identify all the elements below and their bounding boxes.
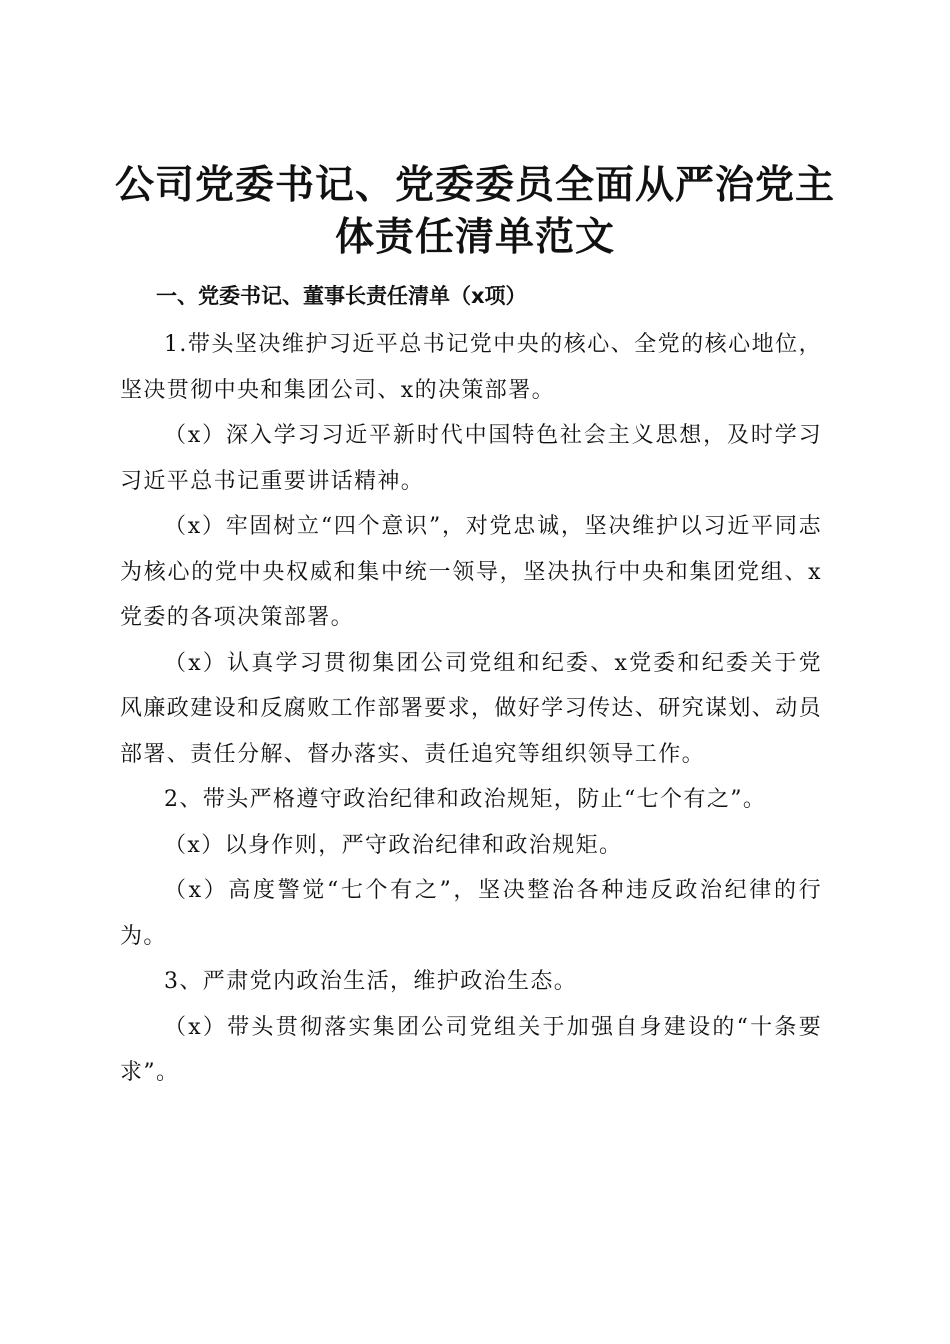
paragraph: （x）以身作则，严守政治纪律和政治规矩。 [164,832,623,858]
paragraph: （x）带头贯彻落实集团公司党组关于加强自身建设的“十条要求”。 [120,1014,822,1085]
paragraph: （x）高度警觉“七个有之”，坚决整治各种违反政治纪律的行为。 [120,878,822,949]
paragraph: （x）牢固树立“四个意识”，对党忠诚，坚决维护以习近平同志为核心的党中央权威和集中统一领导，坚决执行中央和集团党组、x党委的各项决策部署。 [120,514,822,630]
paragraph: （x）深入学习习近平新时代中国特色社会主义思想，及时学习习近平总书记重要讲话精神。 [120,423,822,494]
document-body [120,322,822,1096]
document-title: 公司党委书记、党委委员全面从严治党主体责任清单范文 [114,162,835,261]
paragraph: （x）认真学习贯彻集团公司党组和纪委、x党委和纪委关于党风廉政建设和反腐败工作部署要求，做好学习传达、研究谋划、动员部署、责任分解、督办落实、责任追究等组织领导工作。 [120,650,823,767]
paragraph: 3、严肃党内政治生活，维护政治生态。 [164,969,578,994]
paragraph: 2、带头严格遵守政治纪律和政治规矩，防止“七个有之”。 [164,787,767,812]
section-heading: 一、党委书记、董事长责任清单（x项） [156,284,527,308]
paragraph: 1.带头坚决维护习近平总书记党中央的核心、全党的核心地位，坚决贯彻中央和集团公司、x的决策部署。 [120,332,822,403]
